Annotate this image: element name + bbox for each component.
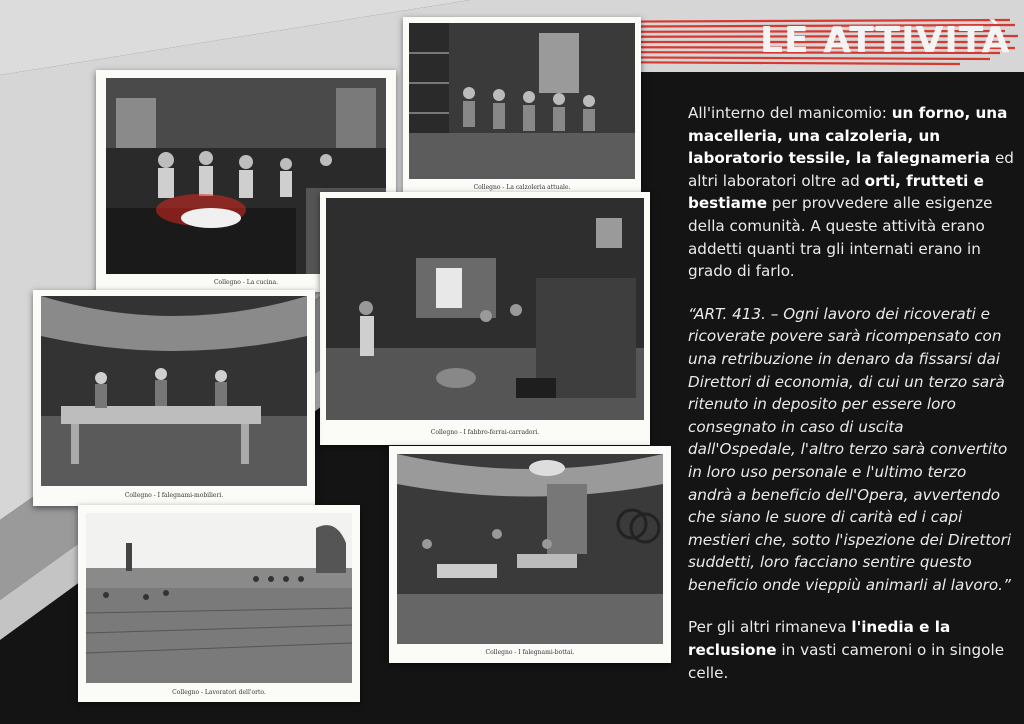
photo-calzoleria [403,17,641,196]
photo-orto-image [86,513,352,683]
photo-botti-caption: Collegno - I falegnami-bottai. [485,649,575,656]
intro-text-1: All'interno del manicomio: [688,104,892,122]
photo-mobilieri [33,290,315,506]
photo-orto-caption: Collegno - Lavoratori dell'orto. [172,689,266,696]
outro-bold-1: l'inedia e la reclusione [688,618,951,660]
intro-paragraph [688,102,1014,283]
photo-fabbri-image [326,198,644,420]
photo-botti-image [397,454,663,644]
photo-calzoleria-caption: Collegno - La calzoleria attuale. [473,184,571,191]
intro-text-2: ed altri laboratori oltre ad [688,149,1014,190]
photo-mobilieri-caption: Collegno - I falegnami-mobilieri. [124,492,224,499]
article-quote: “ART. 413. – Ogni lavoro dei ricoverati e ricoverate povere sarà ricompensato con una retribuzione in denaro da fissarsi dai Direttori di economia, di cui un terzo sarà ritenuto in deposito per essere loro consegnato in caso di uscita dall'Ospedale, l'altro terzo sarà convertito in loro uso personale e l'ultimo terzo andrà a beneficio dell'Opera, avvertendo che siano le suore di carità ed i capi mestieri che, sotto l'ispezione dei Direttori suddetti, loro facciano sentire questo beneficio onde vieppiù animarli al lavoro.” [688,304,1012,594]
photo-fabbri [320,192,650,445]
photo-cucina-caption: Collegno - La cucina. [213,279,279,286]
intro-bold-2: orti, frutteti e bestiame [688,171,984,213]
outro-paragraph [688,616,1014,684]
intro-bold-1: un forno, una macelleria, una calzoleria, un laboratorio tessile, la falegnameria [688,104,1008,168]
intro-text-3: per provvedere alle esigenze della comunità. A queste attività erano addetti quanti tra gli internati erano in grado di farlo. [688,194,993,281]
photo-botti [389,446,671,663]
page-title: LE ATTIVITÀ [760,20,1011,61]
photo-orto [78,505,360,702]
outro-text-2: in vasti cameroni o in singole celle. [688,641,1005,682]
photo-mobilieri-image [41,296,307,486]
outro-text-1: Per gli altri rimaneva [688,618,852,637]
photo-fabbri-caption: Collegno - I fabbro-ferrai-carradori. [430,429,540,436]
text-column [688,102,1014,704]
photo-calzoleria-image [409,23,635,179]
